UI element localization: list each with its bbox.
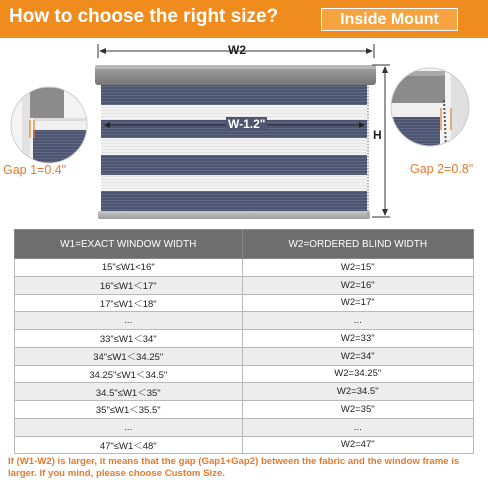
- right-zoom-circle: [390, 66, 471, 151]
- table-row: [15, 365, 474, 383]
- header-exact-width: W1=EXACT WINDOW WIDTH: [15, 230, 243, 259]
- gap2-label: Gap 2=0.8": [410, 162, 474, 176]
- arrow-left-icon: [99, 48, 106, 54]
- table-row: [15, 294, 474, 312]
- table-cell: W2=15": [242, 259, 473, 277]
- table-row: [15, 418, 474, 436]
- width-label: W2: [228, 43, 246, 57]
- table-cell: W2=47": [242, 436, 473, 454]
- table-cell: 33"≤W1＜34": [15, 330, 243, 348]
- footnote: If (W1-W2) is larger, it means that the gap (Gap1+Gap2) between the fabric and the window frame is larger. If you mind, please choose Custom Size.: [8, 456, 460, 479]
- table-cell: W2=33": [242, 330, 473, 348]
- table-row: [15, 436, 474, 454]
- table-row: [15, 347, 474, 365]
- table-cell: ...: [242, 312, 473, 330]
- size-table: [14, 229, 474, 454]
- table-cell: 16"≤W1＜17": [15, 276, 243, 294]
- table-cell: W2=16": [242, 276, 473, 294]
- table-row: [15, 312, 474, 330]
- zebra-fabric: [101, 85, 367, 211]
- table-cell: 35"≤W1＜35.5": [15, 401, 243, 419]
- table-cell: W2=34.25": [242, 365, 473, 383]
- arrow-right-icon: [366, 48, 373, 54]
- inner-width-label: W-1.2": [228, 117, 266, 131]
- table-cell: W2=17": [242, 294, 473, 312]
- table-cell: W2=35": [242, 401, 473, 419]
- table-cell: W2=34": [242, 347, 473, 365]
- table-cell: 15"≤W1<16": [15, 259, 243, 277]
- table-row: [15, 383, 474, 401]
- table-cell: 34"≤W1＜34.25": [15, 347, 243, 365]
- table-row: [15, 276, 474, 294]
- table-cell: 34.25"≤W1＜34.5": [15, 365, 243, 383]
- bottom-rail: [98, 211, 370, 219]
- table-cell: 17"≤W1＜18": [15, 294, 243, 312]
- gap1-label: Gap 1=0.4": [3, 163, 67, 177]
- table-cell: ...: [242, 418, 473, 436]
- header-banner: [0, 0, 488, 38]
- table-row: [15, 401, 474, 419]
- table-cell: 34.5"≤W1＜35": [15, 383, 243, 401]
- header-ordered-width: W2=ORDERED BLIND WIDTH: [242, 230, 473, 259]
- arrow-down-icon: [382, 209, 388, 216]
- table-row: [15, 330, 474, 348]
- table-row: [15, 259, 474, 277]
- blind-diagram: [0, 38, 488, 220]
- table-cell: 47"≤W1＜48": [15, 436, 243, 454]
- height-label: H: [373, 128, 382, 142]
- page-title: How to choose the right size?: [9, 6, 279, 27]
- table-cell: W2=34.5": [242, 383, 473, 401]
- table-cell: ...: [15, 312, 243, 330]
- mount-type-badge: Inside Mount: [321, 8, 458, 31]
- arrow-up-icon: [382, 66, 388, 73]
- table-cell: ...: [15, 418, 243, 436]
